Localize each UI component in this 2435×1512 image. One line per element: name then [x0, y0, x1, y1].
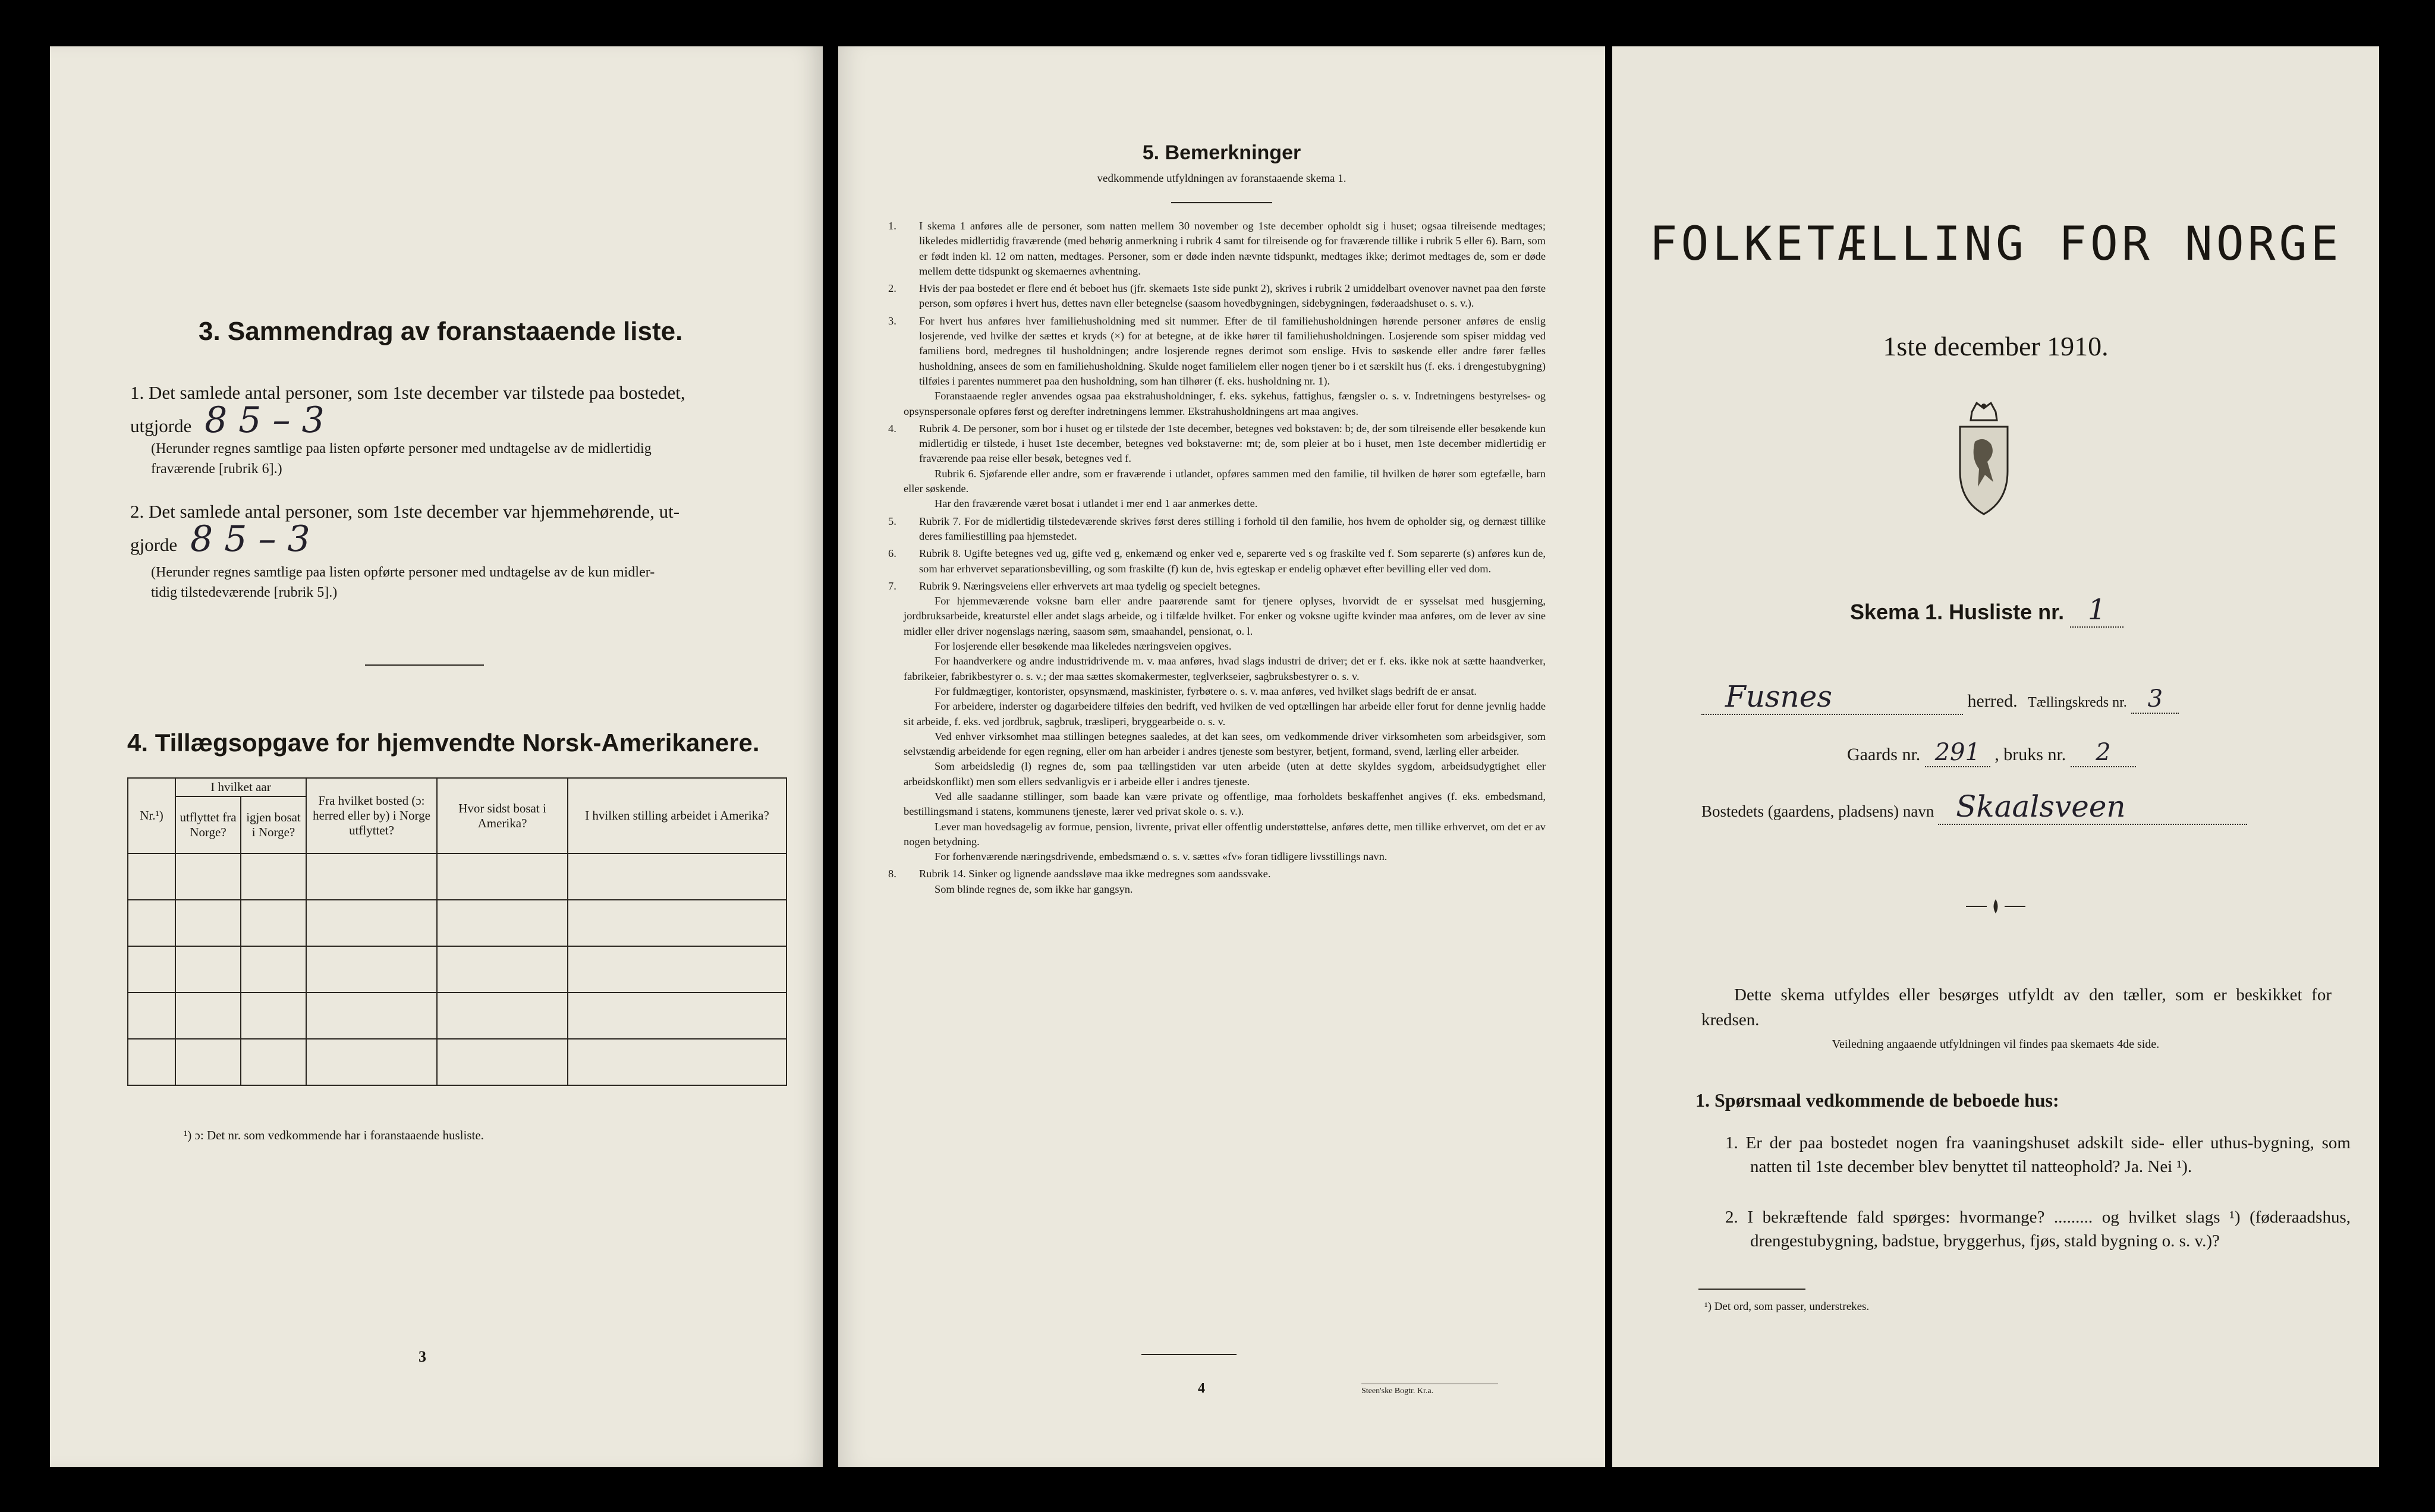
kreds-handwriting: 3 [2147, 685, 2163, 713]
remark-7: 7. Rubrik 9. Næringsveiens eller erhvervets art maa tydelig og specielt betegnes. [888, 579, 1261, 592]
remark-8: 8. Rubrik 14. Sinker og lignende aandssløve maa ikke medregnes som aandssvake. [888, 868, 1271, 880]
remark-6: 6. Rubrik 8. Ugifte betegnes ved ug, gifte ved g, enkemænd og enker ved e, separerte ved s og fraskilte ved f. Som separerte (s) anføres kun de, som har erhvervet separationsbevilling, og som fraskilte (f) kun de, hvis egteskap er endelig ophævet efter bevilling eller ved dom. [888, 547, 1546, 575]
norsk-amerikanere-table [127, 777, 787, 1086]
question-2: 2. I bekræftende fald spørges: hvormange? ......... og hvilket slags ¹) (føderaadshus, drengestubygning, badstue, bryggerhus, fjøs, stald bygning o. s. v.)? [1725, 1208, 2351, 1250]
remarks-title: 5. Bemerkninger [1142, 141, 1301, 164]
divider [1141, 1354, 1237, 1355]
remark-4-text: Rubrik 4. De personer, som bor i huset og er tilstede der 1ste december, betegnes ved bokstaven: b; de, der som tilreisende eller besøkende kun midlertidig er tilstede, i huset 1ste december, betegnes ved bokstaverne: mt; de, som pleier at bo i huset, men 1ste december midlertidig er fraværende paa reise eller besøk, betegnes ved f. [919, 422, 1546, 465]
remark-7k: For forhenværende næringsdrivende, embedsmænd o. s. v. sættes «fv» foran tidligere livsstillings navn. [935, 850, 1388, 863]
remark-5-text: Rubrik 7. For de midlertidig tilstedeværende skrives først deres stilling i forhold til den familie, hos hvem de opholder sig, og dernæst tillike deres familiestilling paa hjemstedet. [919, 515, 1546, 542]
s3-item1-note [151, 439, 793, 479]
remark-7c: For losjerende eller besøkende maa likeledes næringsveien opgives. [935, 640, 1232, 653]
divider [365, 664, 484, 666]
col-stilling: I hvilken stilling arbeidet i Amerika? [568, 778, 787, 853]
page-number: 3 [419, 1348, 426, 1365]
remark-2: 2. Hvis der paa bostedet er flere end ét beboet hus (jfr. skemaets 1ste side punkt 2), skrives i rubrik 2 umiddelbart ovenover navnet paa den første person, som opføres i hvert hus, dettes navn eller betegnelse (saasom hovedbygningen, sidebygningen, føderaadshuset o. s. v.). [888, 282, 1546, 310]
col-group-year: I hvilket aar [175, 778, 306, 796]
s3-item2-text: 2. Det samlede antal personer, som 1ste december var hjemmehørende, ut- [130, 501, 680, 522]
remark-8-text: Rubrik 14. Sinker og lignende aandssløve maa ikke medregnes som aandssvake. [919, 868, 1271, 880]
question-1: 1. Er der paa bostedet nogen fra vaaningshuset adskilt side- eller uthus-bygning, som natten til 1ste december blev benyttet til natteophold? Ja. Nei ¹). [1725, 1133, 2351, 1176]
s3-item2-note [151, 562, 793, 603]
s3-item2-note-b: tidig tilstedeværende [rubrik 5].) [151, 585, 338, 600]
remark-7i: Ved alle saadanne stillinger, som baade kan være private og offentlige, maa forholdets beskaffenhet angives (f. eks. embedsmand, bestillingsmand i statens, kommunens tjeneste, lærer ved privat skole o. s. v.). [904, 790, 1546, 818]
remark-7h: Som arbeidsledig (l) regnes de, som paa tællingstiden var uten arbeide (uten at dette skyldes sygdom, arbeidsudygtighet eller arbeidskonflikt) men som ellers sedvanligvis er i arbeide eller i andres tjeneste. [904, 760, 1546, 788]
form-title: FOLKETÆLLING FOR NORGE [1649, 218, 2342, 271]
divider [1171, 202, 1272, 203]
remark-1: 1. I skema 1 anføres alle de personer, som natten mellem 30 november og 1ste december opholdt sig i huset; ogsaa tilreisende medtages; likeledes midlertidig fraværende (med behørig anmerkning i rubrik 4 samt for tilreisende og for fraværende tillike i rubrik 5 eller 6). Barn, som er født inden kl. 12 om natten, medtages. Personer, som er døde inden nævnte tidspunkt, medtages ikke; derimot medtages de, som er døde mellem dette tidspunkt og skemaernes avhentning. [888, 220, 1546, 277]
herred-handwriting: Fusnes [1725, 679, 1833, 714]
remark-7b: For hjemmeværende voksne barn eller andre paarørende samt for tjenere oplyses, hvorvidt de er sysselsat med husgjerning, jordbruksarbeide, kreaturstel eller andet slags arbeide, og i tilfælde hvilket. For enker og voksne ugifte kvinder maa anføres, om de lever av sine midler eller driver nogenslags næring, saasom søm, smaahandel, pensionat, o. l. [904, 595, 1546, 637]
kreds-label: Tællingskreds nr. [2028, 695, 2127, 710]
remark-7e: For fuldmægtiger, kontorister, opsynsmænd, maskinister, fyrbøtere o. s. v. maa anføres, ved hvilket slags bedrift de er ansat. [935, 685, 1477, 697]
s3-item1-label: utgjorde [130, 415, 192, 436]
question-heading: 1. Spørsmaal vedkommende de beboede hus: [1695, 1089, 2059, 1111]
col-utflyttet: utflyttet fra Norge? [175, 796, 241, 853]
page-left [50, 46, 823, 1467]
s3-item2 [130, 498, 790, 559]
question-footnote: ¹) Det ord, som passer, understrekes. [1704, 1300, 1870, 1313]
table-footnote: ¹) ɔ: Det nr. som vedkommende har i foranstaaende husliste. [184, 1128, 484, 1142]
herred-field[interactable] [1701, 679, 1963, 715]
remark-6-text: Rubrik 8. Ugifte betegnes ved ug, gifte ved g, enkemænd og enker ved e, separerte ved s og fraskilte ved f. Som separerte (s) anføres kun de, som har erhvervet separationsbevilling, og som fraskilte (f) kun de, hvis egteskap er endelig ophævet efter bevilling eller ved dom. [919, 547, 1546, 575]
remark-4b: Rubrik 6. Sjøfarende eller andre, som er fraværende i utlandet, opføres sammen med den familie, til hvilken de hører som egtefælle, barn eller søskende. [904, 467, 1546, 495]
remark-4c: Har den fraværende været bosat i utlandet i mer end 1 aar anmerkes dette. [935, 497, 1258, 510]
table-row [128, 946, 787, 993]
herred-row [1701, 679, 2355, 715]
page-middle [838, 46, 1605, 1467]
remark-3-text: For hvert hus anføres hver familiehusholdning med sit nummer. Efter de til familiehusholdningen hørende personer anføres de enslig losjerende, ved hvilke der sættes et kryds (×) for at betegne, at de ikke hører til familiehusholdningen. Losjerende som spiser middag ved familiens bord, medregnes til husholdningen; andre losjerende regnes derimot som enslige. Hvis to søskende eller andre fører fælles husholdning, ansees de som en familiehusholdning. Skulde noget familielem eller nogen tjener bo i et særskilt hus (f. eks. i drengestubygning) tilføies i parentes nummeret paa den husholdning, som han tilhører (f. eks. husholdning nr. 1). [919, 314, 1546, 387]
remark-7-text: Rubrik 9. Næringsveiens eller erhvervets art maa tydelig og specielt betegnes. [919, 579, 1261, 592]
remarks-body [888, 219, 1546, 897]
husliste-row [1850, 593, 2123, 628]
coat-of-arms-icon [1948, 400, 2019, 519]
husliste-field[interactable] [2070, 593, 2123, 628]
remark-3b: Foranstaaende regler anvendes ogsaa paa ekstrahusholdninger, f. eks. sykehus, fattighus, fængsler o. s. v. Indretningens bestyrelses- og opsynspersonale opføres først og derefter indretningens lemmer. Ekstrahusholdningens art maa angives. [904, 390, 1546, 417]
col-igjen-bosat: igjen bosat i Norge? [241, 796, 306, 853]
bosted-row [1701, 789, 2355, 825]
remark-1-text: I skema 1 anføres alle de personer, som natten mellem 30 november og 1ste december opholdt sig i huset; ogsaa tilreisende medtages; likeledes midlertidig fraværende (med behørig anmerkning i rubrik 4 samt for tilreisende og for fraværende tillike i rubrik 5 eller 6). Barn, som er født inden kl. 12 om natten, medtages. Personer, som er døde inden nævnte tidspunkt, medtages ikke; derimot medtages de, som er døde mellem dette tidspunkt og skemaernes avhentning. [919, 220, 1546, 277]
section-4-title: 4. Tillægsopgave for hjemvendte Norsk-Amerikanere. [127, 729, 760, 757]
gaards-handwriting: 291 [1934, 739, 1980, 766]
col-nr: Nr.¹) [128, 778, 175, 853]
s3-item2-handwriting: 8 5 – 3 [190, 518, 310, 560]
remark-2-text: Hvis der paa bostedet er flere end ét beboet hus (jfr. skemaets 1ste side punkt 2), skrives i rubrik 2 umiddelbart ovenover navnet paa den første person, som opføres i hvert hus, dettes navn eller betegnelse (saasom hovedbygningen, sidebygningen, føderaadshuset o. s. v.). [919, 282, 1546, 310]
table-row [128, 1039, 787, 1085]
s3-item1-handwriting: 8 5 – 3 [205, 399, 325, 441]
census-date: 1ste december 1910. [1883, 331, 2109, 361]
remark-7g: Ved enhver virksomhet maa stillingen betegnes saaledes, at det kan sees, om vedkommende driver virksomheten som arbeidsgiver, som selvstændig arbeidende for egen regning, eller om han arbeider i andres tjeneste som bestyrer, betjent, formand, svend, lærling eller arbeider. [904, 730, 1546, 758]
s3-item1-note-a: (Herunder regnes samtlige paa listen opførte personer med undtagelse av de midlertidig [151, 441, 652, 456]
ornament-icon [1963, 897, 2028, 915]
bosted-field[interactable] [1938, 789, 2247, 825]
intro-text: Dette skema utfyldes eller besørges utfyldt av den tæller, som er beskikket for kredsen. [1701, 985, 2332, 1029]
s3-item1-text: 1. Det samlede antal personer, som 1ste december var tilstede paa bostedet, [130, 382, 685, 403]
divider [1698, 1289, 1805, 1290]
s3-item2-note-a: (Herunder regnes samtlige paa listen opførte personer med undtagelse av de kun midler- [151, 565, 655, 580]
remark-3: 3. For hvert hus anføres hver familiehusholdning med sit nummer. Efter de til familiehusholdningen hørende personer anføres de enslig losjerende, ved hvilke der sættes et kryds (×) for at betegne, at de ikke hører til familiehusholdningen. Losjerende som spiser middag ved familiens bord, medregnes til husholdningen; andre losjerende regnes derimot som enslige. Hvis to søskende eller andre fører fælles husholdning, ansees de som en familiehusholdning. Skulde noget familielem eller nogen tjener bo i et særskilt hus (f. eks. i drengestubygning) tilføies i parentes nummeret paa den husholdning, som han tilhører (f. eks. husholdning nr. 1). [888, 314, 1546, 387]
col-bosted: Fra hvilket bosted (ɔ: herred eller by) i Norge utflyttet? [306, 778, 437, 853]
gaards-field[interactable] [1925, 739, 1990, 767]
table-header-row [128, 778, 787, 796]
remarks-subtitle: vedkommende utfyldningen av foranstaaende skema 1. [1097, 172, 1347, 185]
remark-7f: For arbeidere, inderster og dagarbeidere tilføies den bedrift, ved hvilken de ved optællingen har arbeide eller forut for denne jevnlig hadde sit arbeide, f. eks. ved jordbruk, sagbruk, træsliperi, bryggearbeide o. s. v. [904, 700, 1546, 727]
intro-note: Veiledning angaaende utfyldningen vil findes paa skemaets 4de side. [1832, 1038, 2160, 1051]
table-row [128, 853, 787, 900]
page-right [1612, 46, 2379, 1467]
skema-label: Skema 1. Husliste nr. [1850, 600, 2065, 624]
remark-7d: For haandverkere og andre industridrivende m. v. maa anføres, hvad slags industri de driver; det er f. eks. ikke nok at sætte haandverker, fabrikeier, fabrikbestyrer o. s. v.; der maa sættes skomakermester, teglverkseier, sagbruksbestyrer o. s. v. [904, 655, 1546, 682]
col-amerika: Hvor sidst bosat i Amerika? [437, 778, 568, 853]
table-row [128, 993, 787, 1039]
bosted-label: Bostedets (gaardens, pladsens) navn [1701, 802, 1934, 820]
table-row [128, 900, 787, 946]
s3-item1-note-b: fraværende [rubrik 6].) [151, 461, 282, 477]
s3-item1 [130, 379, 790, 440]
remark-5: 5. Rubrik 7. For de midlertidig tilstedeværende skrives først deres stilling i forhold til den familie, hos hvem de opholder sig, og dernæst tillike deres familiestilling paa hjemstedet. [888, 515, 1546, 542]
husliste-handwriting: 1 [2087, 593, 2106, 626]
printer-mark: Steen'ske Bogtr. Kr.a. [1361, 1384, 1498, 1396]
remark-4: 4. Rubrik 4. De personer, som bor i huset og er tilstede der 1ste december, betegnes ved bokstaven: b; de, der som tilreisende eller besøkende kun midlertidig er tilstede, i huset 1ste december, betegnes ved bokstaverne: mt; de, som pleier at bo i huset, men 1ste december midlertidig er fraværende paa reise eller besøk, betegnes ved f. [888, 422, 1546, 465]
bruks-label: , bruks nr. [1994, 745, 2066, 764]
bosted-handwriting: Skaalsveen [1956, 789, 2126, 824]
remark-8b: Som blinde regnes de, som ikke har gangsyn. [935, 883, 1133, 895]
bruks-field[interactable] [2071, 739, 2136, 767]
page-number: 4 [1198, 1381, 1205, 1396]
herred-label: herred. [1967, 691, 2018, 711]
remark-7j: Lever man hovedsagelig av formue, pension, livrente, privat eller offentlig understøttelse, anføres dette, men tillike erhvervet, om det er av nogen betydning. [904, 820, 1546, 848]
section-3-title: 3. Sammendrag av foranstaaende liste. [199, 317, 683, 346]
gaards-label: Gaards nr. [1847, 745, 1921, 764]
bruks-handwriting: 2 [2096, 739, 2111, 766]
s3-item2-label: gjorde [130, 534, 178, 555]
kreds-field[interactable] [2131, 685, 2179, 714]
gaards-row [1847, 739, 2136, 767]
